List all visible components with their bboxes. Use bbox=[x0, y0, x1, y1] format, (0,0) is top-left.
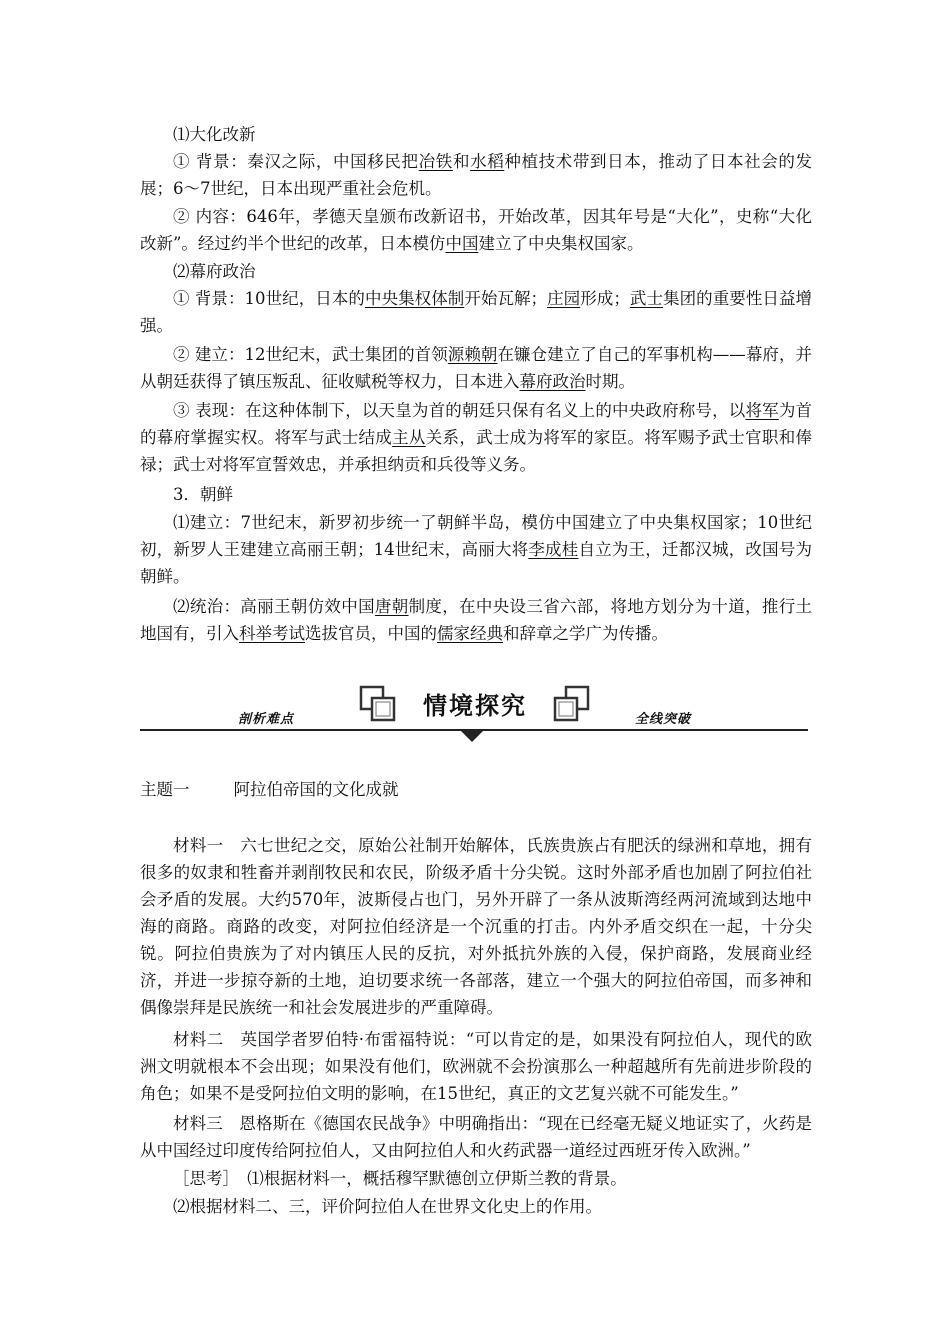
underlined-term: 武士 bbox=[629, 289, 664, 308]
banner-right-tag: 全线突破 bbox=[635, 712, 692, 727]
topic-heading bbox=[140, 776, 399, 803]
stacked-squares-icon-right bbox=[552, 684, 596, 726]
paragraph-shogunate-establishment bbox=[140, 341, 812, 395]
underlined-term: 儒家经典 bbox=[437, 624, 503, 643]
underlined-term: 主从 bbox=[392, 428, 426, 447]
underlined-term: 科举考试 bbox=[239, 624, 305, 643]
text-segment: 集团的重要性日益增强。 bbox=[140, 289, 813, 335]
material-two: 材料二 英国学者罗伯特·布雷福特说：“可以肯定的是，如果没有阿拉伯人，现代的欧洲文明就根本不会出现；如果没有他们，欧洲就不会扮演那么一种超越所有先前进步阶段的角色；如果不是受阿拉伯文明的影响，在15世纪，真正的文艺复兴就不可能发生。” bbox=[140, 1030, 812, 1103]
underlined-term: 中央集权体制 bbox=[364, 289, 465, 308]
banner-down-triangle-icon bbox=[461, 731, 483, 742]
text-segment: 开始瓦解； bbox=[464, 289, 548, 308]
underlined-term: 源赖朝 bbox=[447, 345, 498, 364]
text-segment: 为首的幕府掌握实权。将军与武士结成 bbox=[140, 401, 813, 447]
underlined-term: 水稻 bbox=[470, 152, 505, 171]
text-segment: 种植技术带到日本，推动了日本社会的发展；6～7世纪，日本出现严重社会危机。 bbox=[140, 152, 813, 198]
text-segment: ③ 表现：在这种体制下，以天皇为首的朝廷只保有名义上的中央政府称号，以 bbox=[173, 401, 746, 420]
underlined-term: 李成桂 bbox=[528, 540, 579, 559]
material-one: 材料一 六七世纪之交，原始公社制开始解体，氏族贵族占有肥沃的绿洲和草地，拥有很多的奴隶和牲畜并剥削牧民和农民，阶级矛盾十分尖锐。这时外部矛盾也加剧了阿拉伯社会矛盾的发展。大约570年，波斯侵占也门，另外开辟了一条从波斯湾经两河流域到达地中海的商路。商路的改变，对阿拉伯经济是一个沉重的打击。内外矛盾交织在一起，十分尖锐。阿拉伯贵族为了对内镇压人民的反抗，对外抵抗外族的入侵，保护商路，发展商业经济，并进一步掠夺新的土地，迫切要求统一各部落，建立一个强大的阿拉伯帝国，而多神和偶像崇拜是民族统一和社会发展进步的严重障碍。 bbox=[140, 836, 812, 1017]
stacked-squares-icon-left bbox=[358, 684, 402, 726]
paragraph-taika-background bbox=[140, 148, 812, 202]
heading-taika-reform: ⑴大化改新 bbox=[173, 125, 256, 144]
text-segment: 自立为王，迁都汉城，改国号为朝鲜。 bbox=[140, 540, 813, 586]
text-segment: 在镰仓建立了自己的军事机构——幕府，并从朝廷获得了镇压叛乱、征收赋税等权力，日本进入 bbox=[140, 345, 813, 391]
question-one: ［思考］ ⑴根据材料一，概括穆罕默德创立伊斯兰教的背景。 bbox=[173, 1169, 627, 1188]
heading-shogunate: ⑵幕府政治 bbox=[173, 262, 256, 281]
text-segment: ① 背景：秦汉之际，中国移民把 bbox=[173, 152, 419, 171]
topic-title: 阿拉伯帝国的文化成就 bbox=[233, 780, 399, 799]
question-two: ⑵根据材料二、三，评价阿拉伯人在世界文化史上的作用。 bbox=[173, 1197, 602, 1216]
banner-title: 情境探究 bbox=[423, 692, 527, 720]
paragraph-korea-founding bbox=[140, 509, 812, 590]
text-segment: 时期。 bbox=[585, 372, 635, 391]
text-segment: ② 内容：646年，孝德天皇颁布改新诏书，开始改革，因其年号是“大化”，史称“大化改新”。经过约半个世纪的改革，日本模仿 bbox=[140, 207, 812, 253]
text-segment: 制度，在中央设三省六部，将地方划分为十道，推行土地国有，引入 bbox=[140, 597, 813, 643]
underlined-term: 唐朝 bbox=[374, 597, 409, 616]
text-segment: ② 建立：12世纪末，武士集团的首领 bbox=[173, 345, 448, 364]
underlined-term: 中国 bbox=[445, 234, 479, 253]
text-segment: 形成； bbox=[580, 289, 630, 308]
paragraph-shogunate-manifestation bbox=[140, 397, 812, 478]
text-segment: ⑴建立：7世纪末，新罗初步统一了朝鲜半岛，模仿中国建立了中央集权国家；10世纪初，新罗人王建建立高丽王朝；14世纪末，高丽大将 bbox=[140, 513, 812, 559]
underlined-term: 幕府政治 bbox=[519, 372, 586, 391]
section-banner bbox=[140, 676, 808, 748]
text-segment: 关系，武士成为将军的家臣。将军赐予武士官职和俸禄；武士对将军宣誓效忠，并承担纳贡和兵役等义务。 bbox=[140, 428, 813, 474]
paragraph-taika-content bbox=[140, 203, 812, 257]
underlined-term: 冶铁 bbox=[418, 152, 453, 171]
text-segment: ⑵统治：高丽王朝仿效中国 bbox=[173, 597, 375, 616]
text-segment: 选拔官员，中国的 bbox=[305, 624, 437, 643]
text-segment: 和辞章之学广为传播。 bbox=[503, 624, 668, 643]
underlined-term: 庄园 bbox=[547, 289, 581, 308]
text-segment: 和 bbox=[452, 152, 471, 171]
topic-label: 主题一 bbox=[140, 780, 190, 799]
underlined-term: 将军 bbox=[745, 401, 779, 420]
banner-left-tag: 剖析难点 bbox=[238, 712, 295, 727]
text-segment: ① 背景：10世纪，日本的 bbox=[173, 289, 365, 308]
material-three: 材料三 恩格斯在《德国农民战争》中明确指出：“现在已经毫无疑义地证实了，火药是从中国经过印度传给阿拉伯人，又由阿拉伯人和火药武器一道经过西班牙传入欧洲。” bbox=[140, 1114, 812, 1160]
heading-korea: 3．朝鲜 bbox=[173, 485, 233, 504]
paragraph-shogunate-background bbox=[140, 285, 812, 339]
paragraph-korea-rule bbox=[140, 593, 812, 647]
text-segment: 建立了中央集权国家。 bbox=[478, 234, 644, 253]
